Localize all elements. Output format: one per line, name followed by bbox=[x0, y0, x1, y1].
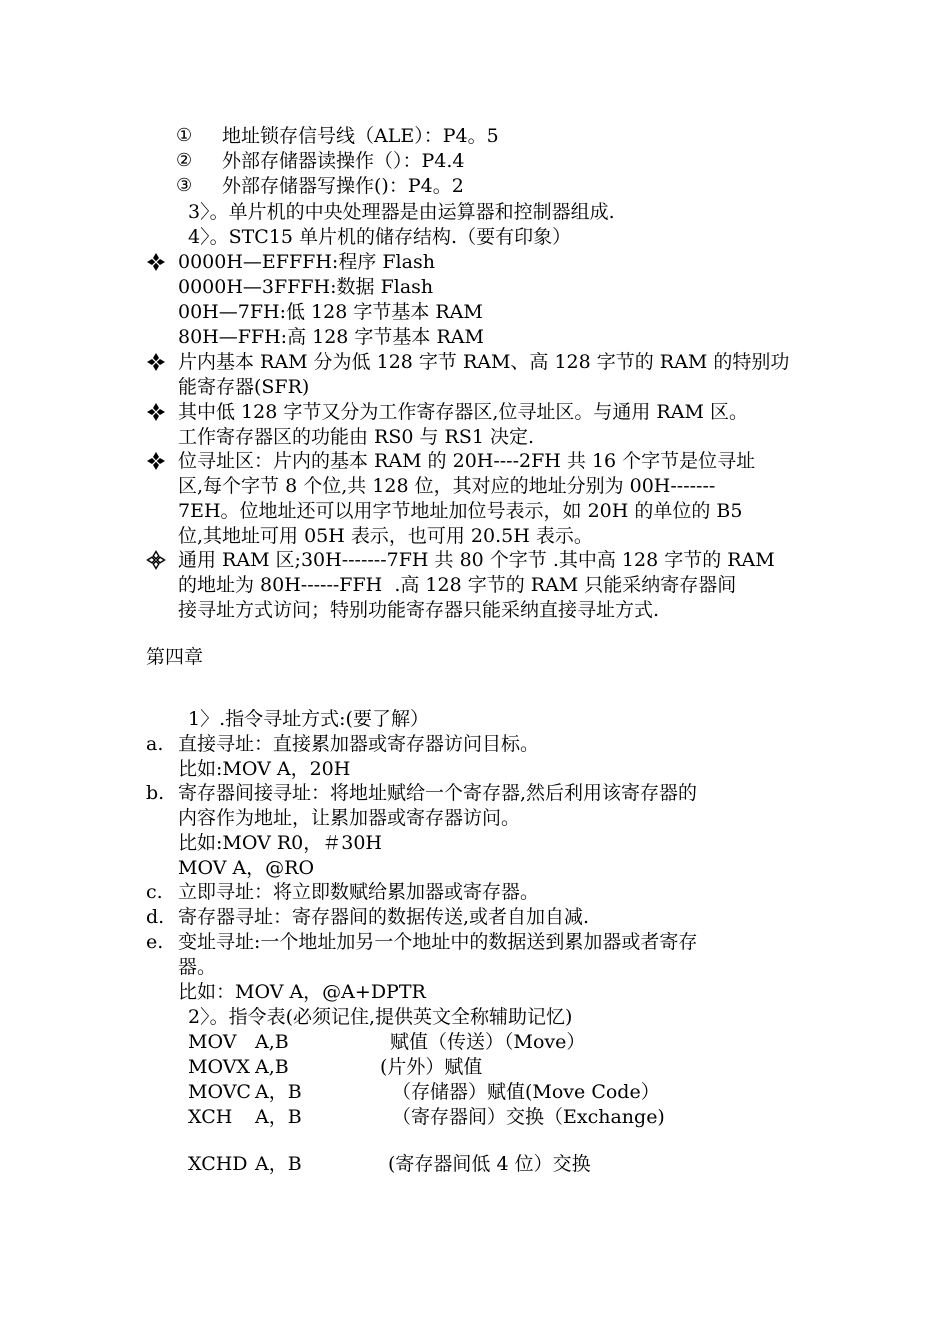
diamond-outline-bullet-icon bbox=[146, 550, 166, 570]
instr-op: MOV bbox=[188, 1031, 237, 1053]
memory-line: 0000H—3FFFH:数据 Flash bbox=[178, 276, 434, 298]
bullet-text: 能寄存器(SFR) bbox=[178, 376, 310, 398]
item-marker: ② bbox=[176, 150, 193, 171]
bullet-text: 7EH。位地址还可以用字节地址加位号表示，如 20H 的单位的 B5 bbox=[178, 500, 743, 522]
memory-line: 80H—FFH:高 128 字节基本 RAM bbox=[178, 326, 484, 348]
instr-op: MOVX bbox=[188, 1056, 250, 1078]
instr-op: MOVC bbox=[188, 1081, 251, 1103]
bullet-text: 片内基本 RAM 分为低 128 字节 RAM、高 128 字节的 RAM 的特别功 bbox=[178, 351, 790, 373]
paragraph-line: 3〉。单片机的中央处理器是由运算器和控制器组成. bbox=[188, 201, 615, 223]
instr-args: A，B bbox=[255, 1081, 302, 1103]
item-text: 外部存储器读操作（）：P4.4 bbox=[222, 150, 465, 172]
list-text: 寄存器寻址：寄存器间的数据传送,或者自加自减. bbox=[178, 906, 590, 928]
instr-args: A,B bbox=[255, 1031, 289, 1053]
bullet-text: 通用 RAM 区;30H-------7FH 共 80 个字节 .其中高 128 字节的 RAM bbox=[178, 549, 775, 571]
list-text: 比如：MOV A，@A+DPTR bbox=[178, 981, 426, 1003]
instr-args: A，B bbox=[255, 1153, 302, 1175]
instr-op: XCHD bbox=[188, 1153, 248, 1175]
instr-desc: （寄存器间）交换（Exchange) bbox=[392, 1106, 665, 1128]
list-text: 直接寻址：直接累加器或寄存器访问目标。 bbox=[178, 733, 540, 755]
chapter-title: 第四章 bbox=[146, 646, 204, 668]
instr-args: A，B bbox=[255, 1106, 302, 1128]
list-text: 变址寻址:一个地址加另一个地址中的数据送到累加器或者寄存 bbox=[178, 931, 698, 953]
list-marker: c. bbox=[146, 881, 163, 903]
bullet-text: 的地址为 80H------FFH .高 128 字节的 RAM 只能采纳寄存器间 bbox=[178, 574, 737, 596]
list-text: 比如:MOV A，20H bbox=[178, 758, 351, 780]
diamond-bullet-icon bbox=[146, 402, 166, 422]
item-text: 地址锁存信号线（ALE）：P4。5 bbox=[222, 125, 499, 147]
instr-desc: （存储器）赋值(Move Code） bbox=[392, 1081, 660, 1103]
list-marker: d. bbox=[146, 906, 165, 928]
list-marker: e. bbox=[146, 931, 164, 953]
memory-line: 0000H—EFFFH:程序 Flash bbox=[178, 251, 435, 273]
instr-desc: (片外）赋值 bbox=[380, 1056, 483, 1078]
memory-line: 00H—7FH:低 128 字节基本 RAM bbox=[178, 301, 483, 323]
instr-op: XCH bbox=[188, 1106, 233, 1128]
section-heading: 2〉。指令表(必须记住,提供英文全称辅助记忆) bbox=[188, 1006, 573, 1028]
instr-desc: (寄存器间低 4 位）交换 bbox=[388, 1153, 591, 1175]
bullet-text: 工作寄存器区的功能由 RS0 与 RS1 决定. bbox=[178, 426, 535, 448]
list-text: 器。 bbox=[178, 956, 217, 978]
list-text: 寄存器间接寻址：将地址赋给一个寄存器,然后利用该寄存器的 bbox=[178, 782, 698, 804]
list-marker: b. bbox=[146, 782, 165, 804]
bullet-text: 区,每个字节 8 个位,共 128 位，其对应的地址分别为 00H------- bbox=[178, 475, 716, 497]
instr-desc: 赋值（传送）（Move） bbox=[390, 1031, 586, 1053]
bullet-text: 位,其地址可用 05H 表示，也可用 20.5H 表示。 bbox=[178, 525, 593, 547]
diamond-bullet-icon bbox=[146, 451, 166, 471]
paragraph-line: 4〉。STC15 单片机的储存结构.（要有印象） bbox=[188, 226, 572, 248]
list-text: 立即寻址：将立即数赋给累加器或寄存器。 bbox=[178, 881, 540, 903]
bullet-text: 位寻址区：片内的基本 RAM 的 20H----2FH 共 16 个字节是位寻址 bbox=[178, 450, 756, 472]
list-text: 内容作为地址，让累加器或寄存器访问。 bbox=[178, 807, 521, 829]
section-heading: 1〉.指令寻址方式:(要了解） bbox=[188, 708, 429, 730]
bullet-text: 其中低 128 字节又分为工作寄存器区,位寻址区。与通用 RAM 区。 bbox=[178, 401, 748, 423]
item-marker: ③ bbox=[176, 175, 193, 196]
diamond-bullet-icon bbox=[146, 352, 166, 372]
item-text: 外部存储器写操作()：P4。2 bbox=[222, 175, 464, 197]
diamond-bullet-icon bbox=[146, 252, 166, 272]
item-marker: ① bbox=[176, 125, 193, 146]
list-text: MOV A，@RO bbox=[178, 857, 315, 879]
instr-args: A,B bbox=[255, 1056, 289, 1078]
list-marker: a. bbox=[146, 733, 164, 755]
bullet-text: 接寻址方式访问；特别功能寄存器只能采纳直接寻址方式. bbox=[178, 599, 660, 621]
list-text: 比如:MOV R0，＃30H bbox=[178, 832, 382, 854]
